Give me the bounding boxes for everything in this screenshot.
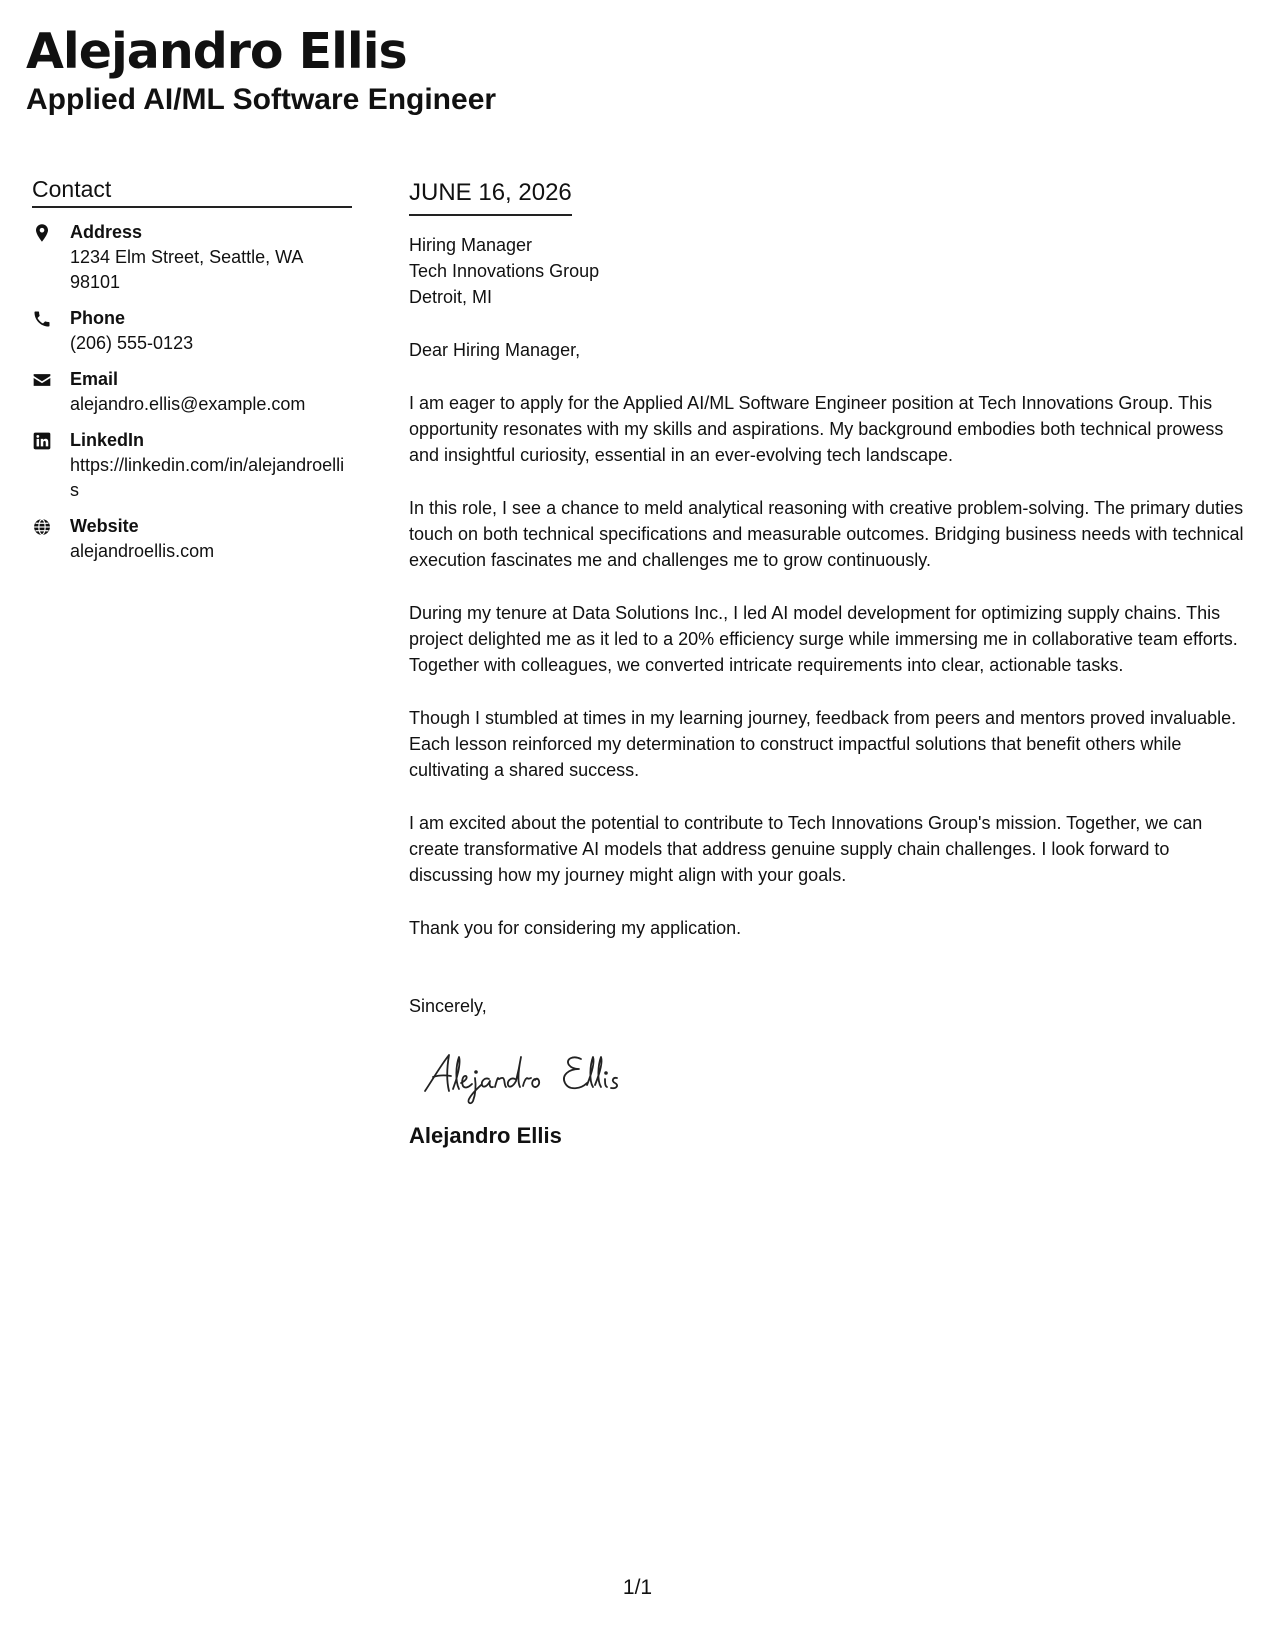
paragraph: I am excited about the potential to contribute to Tech Innovations Group's mission. Together, we can create transformative AI models that address genuine supply chain challenges. I look forward to discussing how my journey might align with your goals. <box>409 813 1203 885</box>
page-number: 1/1 <box>622 1576 653 1599</box>
paragraph: In this role, I see a chance to meld analytical reasoning with creative problem-solving. The primary duties touch on both technical specifications and measurable outcomes. Bridging business needs with technical execution fascinates me and challenges me to grow continuously. <box>409 498 1244 570</box>
applicant-name: Alejandro Ellis <box>26 23 407 80</box>
envelope-icon <box>32 367 70 390</box>
email-label: Email <box>70 369 119 389</box>
handwritten-signature <box>419 1045 679 1105</box>
contact-item-email <box>32 367 352 417</box>
closing: Sincerely, <box>409 996 487 1016</box>
paragraph: I am eager to apply for the Applied AI/ML Software Engineer position at Tech Innovations Group. This opportunity resonates with my skills and aspirations. My background embodies both technical prowess and insightful curiosity, essential in an ever-evolving tech landscape. <box>409 393 1224 465</box>
contact-sidebar <box>32 174 352 575</box>
phone-icon <box>32 306 70 329</box>
email-value[interactable]: alejandro.ellis@example.com <box>70 394 306 414</box>
contact-item-address <box>32 220 352 295</box>
linkedin-label: LinkedIn <box>70 430 145 450</box>
phone-value: (206) 555-0123 <box>70 333 194 353</box>
recipient-block <box>409 232 1254 310</box>
header <box>26 22 496 118</box>
map-pin-icon <box>32 220 70 243</box>
recipient-name: Hiring Manager <box>409 235 533 255</box>
salutation: Dear Hiring Manager, <box>409 340 581 360</box>
applicant-title: Applied AI/ML Software Engineer <box>26 83 497 116</box>
website-value[interactable]: alejandroellis.com <box>70 541 215 561</box>
contact-item-phone <box>32 306 352 356</box>
signer-name: Alejandro Ellis <box>409 1123 562 1148</box>
address-value: 1234 Elm Street, Seattle, WA 98101 <box>70 247 303 292</box>
address-label: Address <box>70 222 143 242</box>
linkedin-value[interactable]: https://linkedin.com/in/alejandroellis <box>70 455 345 500</box>
website-label: Website <box>70 516 139 536</box>
letter-date: JUNE 16, 2026 <box>409 176 572 216</box>
linkedin-icon <box>32 428 70 451</box>
letter-body <box>409 176 1254 1151</box>
contact-item-website <box>32 514 352 564</box>
recipient-company: Tech Innovations Group <box>409 261 600 281</box>
paragraph: Thank you for considering my application. <box>409 918 742 938</box>
contact-heading: Contact <box>32 174 352 208</box>
phone-label: Phone <box>70 308 126 328</box>
paragraph: Though I stumbled at times in my learning journey, feedback from peers and mentors proved invaluable. Each lesson reinforced my determination to construct impactful solutions that benefit others while cultivating a shared success. <box>409 708 1237 780</box>
globe-icon <box>32 514 70 537</box>
recipient-location: Detroit, MI <box>409 287 493 307</box>
contact-item-linkedin <box>32 428 352 503</box>
paragraph: During my tenure at Data Solutions Inc., I led AI model development for optimizing supply chains. This project delighted me as it led to a 20% efficiency surge while immersing me in collaborative team efforts. Together with colleagues, we converted intricate requirements into clear, actionable tasks. <box>409 603 1238 675</box>
